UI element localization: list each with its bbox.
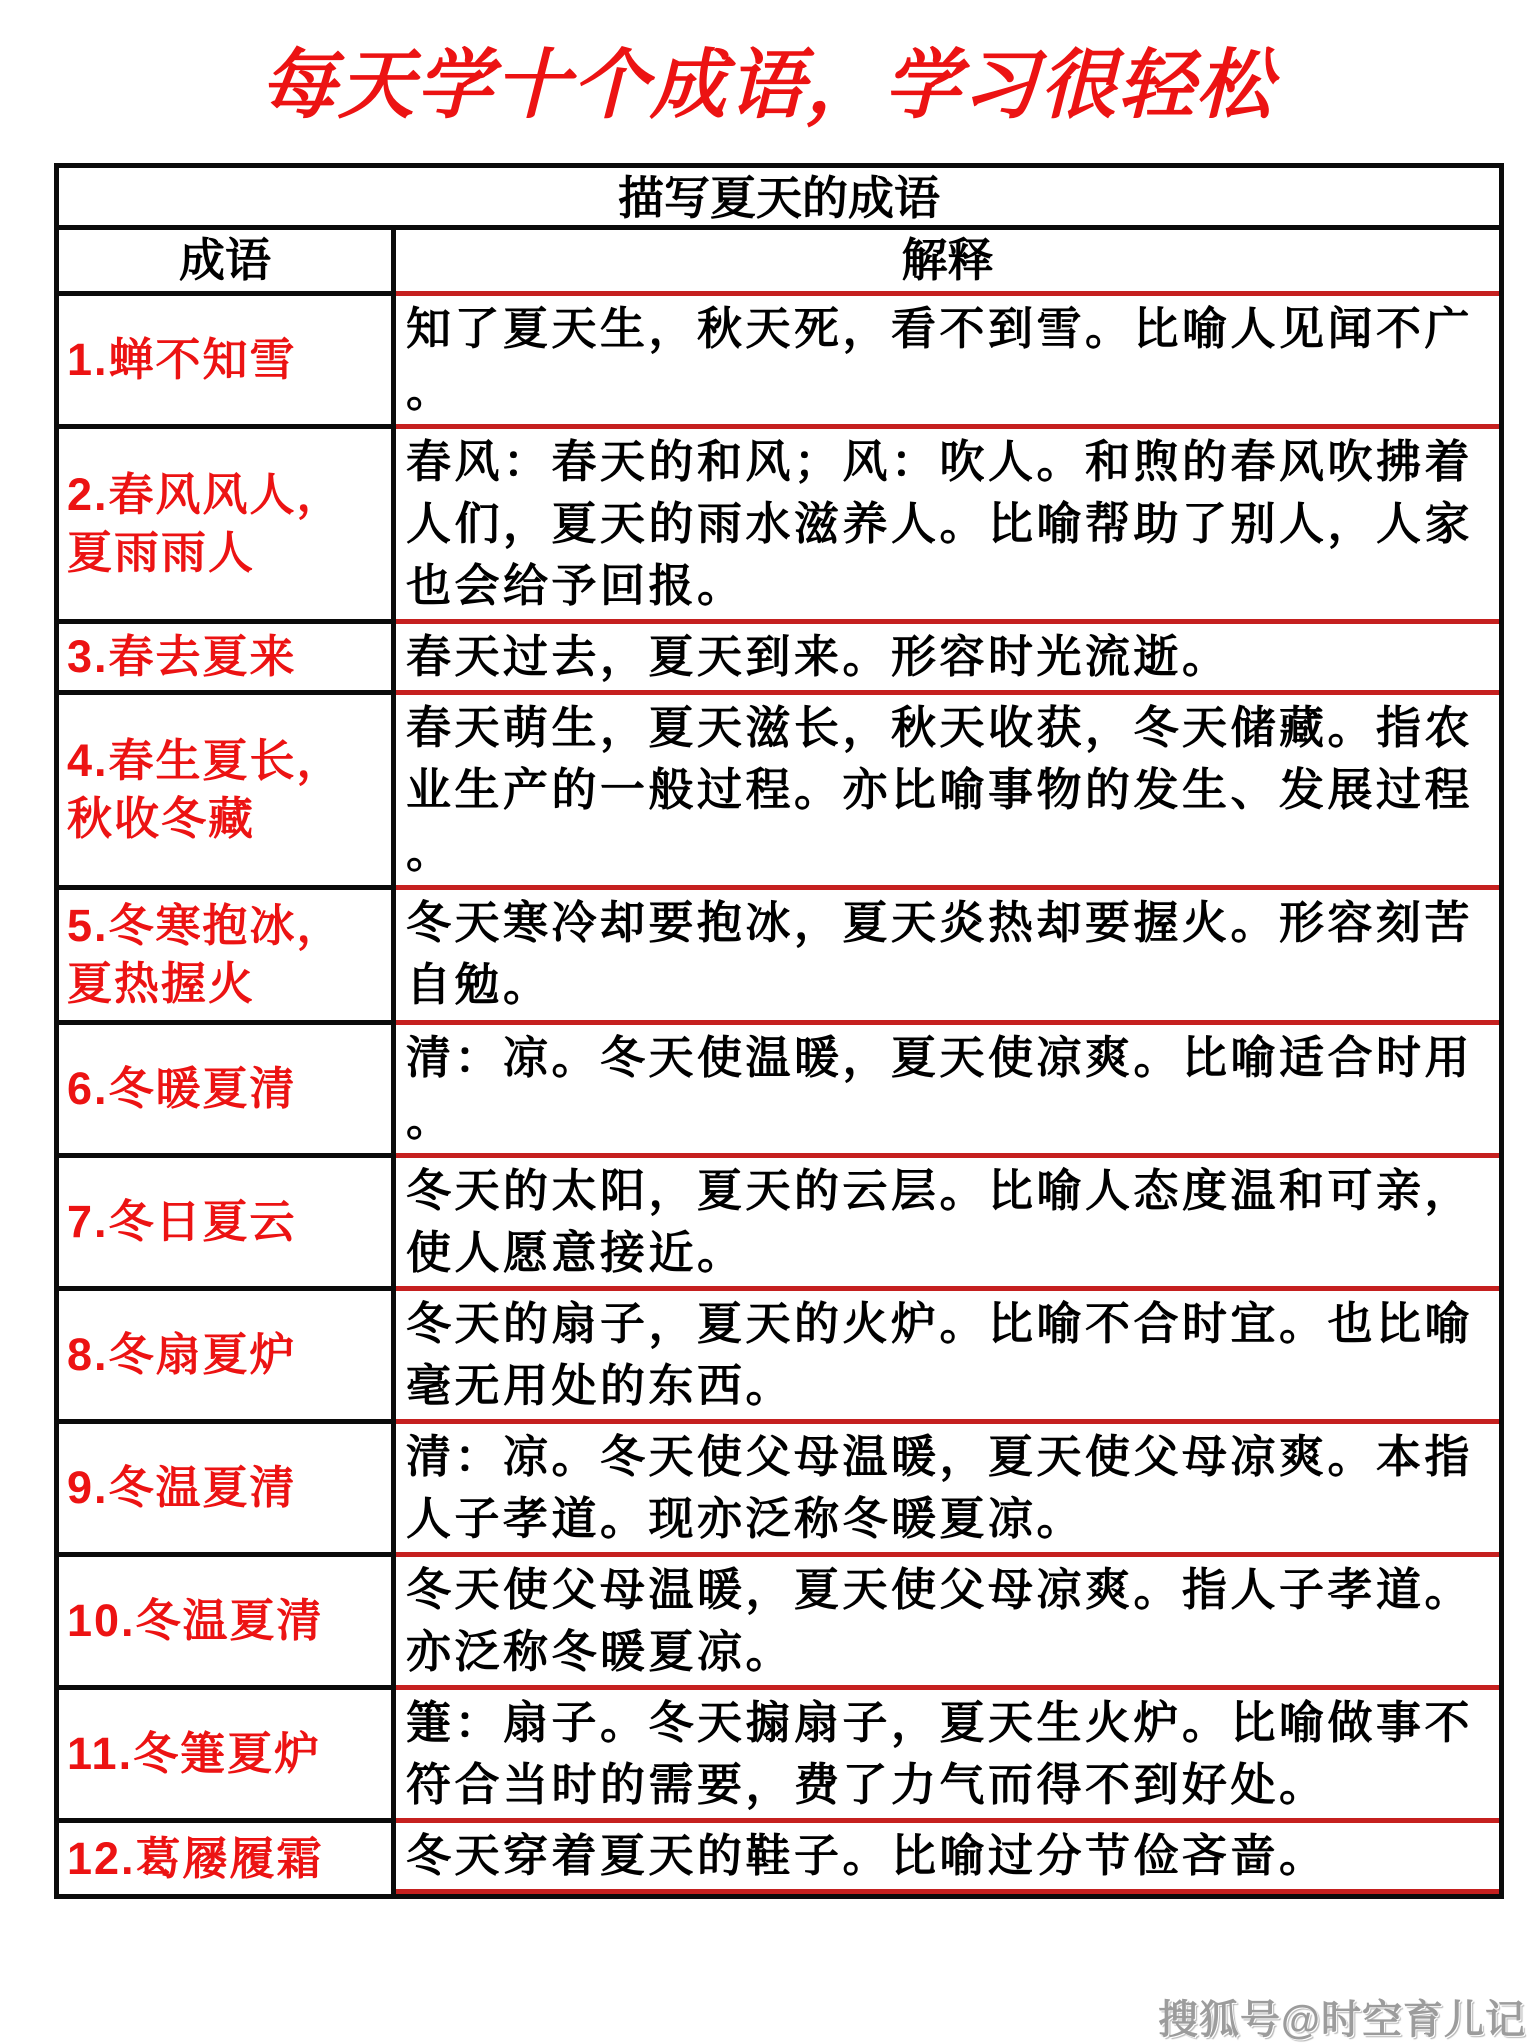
explanation-cell: 冬天的太阳，夏天的云层。比喻人态度温和可亲，使人愿意接近。 (396, 1158, 1499, 1291)
explanation-cell: 冬天穿着夏天的鞋子。比喻过分节俭吝啬。 (396, 1823, 1499, 1894)
explanation-cell: 冬天寒冷却要抱冰，夏天炎热却要握火。形容刻苦自勉。 (396, 890, 1499, 1025)
table-row (59, 624, 1499, 695)
idiom-cell: 5.冬寒抱冰，夏热握火 (59, 890, 396, 1025)
idiom-cell: 3.春去夏来 (59, 624, 396, 695)
column-header-idiom: 成语 (59, 230, 396, 296)
column-header-explanation: 解释 (396, 230, 1499, 296)
explanation-cell: 清：凉。冬天使父母温暖，夏天使父母凉爽。本指人子孝道。现亦泛称冬暖夏凉。 (396, 1424, 1499, 1557)
table-row (59, 1158, 1499, 1291)
table-header-row (59, 230, 1499, 296)
table-row (59, 296, 1499, 429)
summer-idioms-table (54, 163, 1504, 1899)
idiom-cell: 1.蝉不知雪 (59, 296, 396, 429)
explanation-cell: 清：凉。冬天使温暖，夏天使凉爽。比喻适合时用。 (396, 1025, 1499, 1158)
table-row (59, 1557, 1499, 1690)
explanation-cell: 箑：扇子。冬天搧扇子，夏天生火炉。比喻做事不符合当时的需要，费了力气而得不到好处。 (396, 1690, 1499, 1823)
page-title: 每天学十个成语，学习很轻松 (260, 43, 1274, 128)
table-caption: 描写夏天的成语 (59, 168, 1499, 230)
idiom-cell: 4.春生夏长，秋收冬藏 (59, 695, 396, 890)
idiom-cell: 2.春风风人，夏雨雨人 (59, 429, 396, 624)
table-row (59, 1424, 1499, 1557)
table-row (59, 1025, 1499, 1158)
idiom-cell: 8.冬扇夏炉 (59, 1291, 396, 1424)
table-row (59, 890, 1499, 1025)
idiom-cell: 10.冬温夏清 (59, 1557, 396, 1690)
idiom-cell: 6.冬暖夏清 (59, 1025, 396, 1158)
explanation-cell: 春天萌生，夏天滋长，秋天收获，冬天储藏。指农业生产的一般过程。亦比喻事物的发生、发展过程。 (396, 695, 1499, 890)
watermark: 搜狐号@时空育儿记 (1157, 1998, 1526, 2042)
table-row (59, 1291, 1499, 1424)
explanation-cell: 冬天使父母温暖，夏天使父母凉爽。指人子孝道。亦泛称冬暖夏凉。 (396, 1557, 1499, 1690)
explanation-cell: 春天过去，夏天到来。形容时光流逝。 (396, 624, 1499, 695)
explanation-cell: 知了夏天生，秋天死，看不到雪。比喻人见闻不广。 (396, 296, 1499, 429)
table-row (59, 1823, 1499, 1894)
explanation-cell: 春风：春天的和风；风：吹人。和煦的春风吹拂着人们，夏天的雨水滋养人。比喻帮助了别人，人家也会给予回报。 (396, 429, 1499, 624)
idiom-cell: 7.冬日夏云 (59, 1158, 396, 1291)
idiom-cell: 9.冬温夏清 (59, 1424, 396, 1557)
table-row (59, 695, 1499, 890)
idiom-cell: 11.冬箑夏炉 (59, 1690, 396, 1823)
table-row (59, 429, 1499, 624)
table-row (59, 1690, 1499, 1823)
idiom-cell: 12.葛屦履霜 (59, 1823, 396, 1894)
explanation-cell: 冬天的扇子，夏天的火炉。比喻不合时宜。也比喻毫无用处的东西。 (396, 1291, 1499, 1424)
